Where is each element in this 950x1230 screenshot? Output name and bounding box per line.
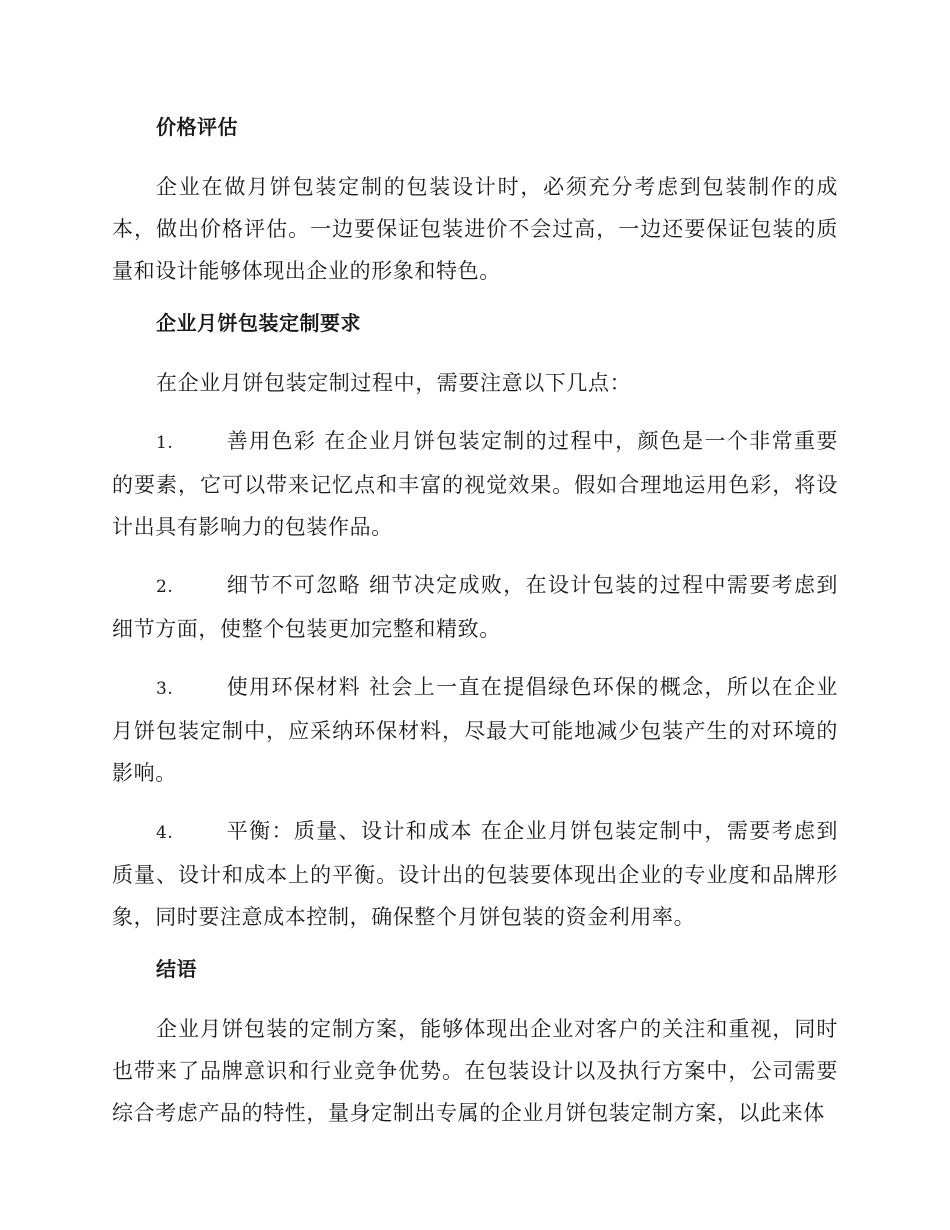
list-item <box>112 666 838 794</box>
list-item-text: 细节不可忽略 细节决定成败，在设计包装的过程中需要考虑到细节方面，使整个包装更加完整和精致。 <box>112 573 838 641</box>
section-heading-conclusion: 结语 <box>156 957 197 981</box>
list-item <box>112 564 838 650</box>
list-item-number: 1. <box>156 433 174 453</box>
section-heading-requirements: 企业月饼包装定制要求 <box>156 311 361 335</box>
list-item-number: 2. <box>156 577 174 597</box>
paragraph-conclusion: 企业月饼包装的定制方案，能够体现出企业对客户的关注和重视，同时也带来了品牌意识和行业竞争优势。在包装设计以及执行方案中，公司需要综合考虑产品的特性，量身定制出专属的企业月饼包装定制方案，以此来体 <box>112 1017 838 1125</box>
list-item <box>112 810 838 938</box>
paragraph-requirements-intro: 在企业月饼包装定制过程中，需要注意以下几点： <box>156 371 632 395</box>
section-heading-price: 价格评估 <box>156 115 238 139</box>
paragraph-price-evaluation: 企业在做月饼包装定制的包装设计时，必须充分考虑到包装制作的成本，做出价格评估。一边要保证包装进价不会过高，一边还要保证包装的质量和设计能够体现出企业的形象和特色。 <box>112 175 838 283</box>
list-item-text: 平衡：质量、设计和成本 在企业月饼包装定制中，需要考虑到质量、设计和成本上的平衡。设计出的包装要体现出企业的专业度和品牌形象，同时要注意成本控制，确保整个月饼包装的资金利用率。 <box>112 819 838 929</box>
list-item <box>112 420 838 548</box>
list-item-number: 3. <box>156 679 174 699</box>
list-item-text: 使用环保材料 社会上一直在提倡绿色环保的概念，所以在企业月饼包装定制中，应采纳环保材料，尽最大可能地减少包装产生的对环境的影响。 <box>112 675 838 785</box>
list-item-number: 4. <box>156 823 174 843</box>
list-item-text: 善用色彩 在企业月饼包装定制的过程中，颜色是一个非常重要的要素，它可以带来记忆点和丰富的视觉效果。假如合理地运用色彩，将设计出具有影响力的包装作品。 <box>112 429 838 539</box>
